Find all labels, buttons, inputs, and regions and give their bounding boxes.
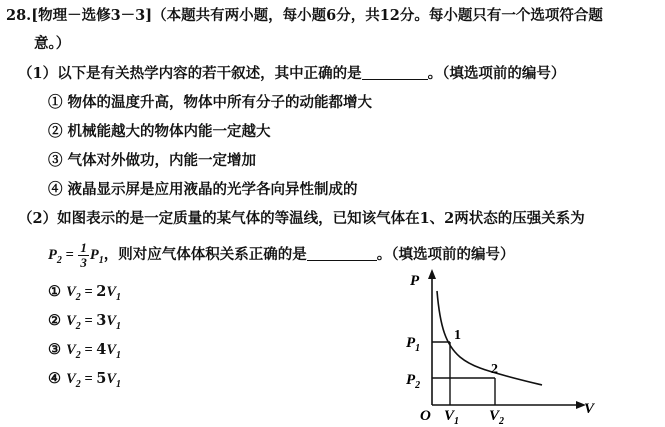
- state-2-label: 2: [491, 362, 498, 377]
- part2-line2-text: ，则对应气体体积关系正确的是: [103, 246, 307, 263]
- question-header-text: [物理－选修3－3]（本题共有两小题，每小题6分，共12分。每小题只有一个选项符合题: [31, 7, 603, 24]
- fraction-one-third: $\frac{1}{3}$: [80, 240, 87, 271]
- question-header: [6, 6, 603, 26]
- question-number: 28.: [6, 7, 32, 24]
- part1-answer-blank[interactable]: [362, 65, 428, 80]
- isotherm-curve: [437, 291, 542, 385]
- part2-option-4-coef: 5: [96, 370, 107, 387]
- part2-option-3: ③ $V_2 = 4V_1$: [48, 341, 122, 361]
- p1-label: $P_1$: [406, 335, 421, 354]
- v-axis-label: V: [584, 401, 595, 417]
- p2-label: $P_2$: [406, 372, 421, 391]
- part2-option-4-num: ④: [48, 370, 61, 387]
- part1-option-1: ① 物体的温度升高，物体中所有分子的动能都增大: [48, 94, 373, 111]
- p-axis-label: P: [410, 273, 420, 289]
- part2-option-4: ④ $V_2 = 5V_1$: [48, 370, 122, 390]
- part1-option-3: ③ 气体对外做功，内能一定增加: [48, 152, 257, 169]
- part2-option-3-coef: 4: [96, 341, 107, 358]
- part2-option-2-num: ②: [48, 312, 61, 329]
- part1-prefix: （1）以下是有关热学内容的若干叙述，其中正确的是: [18, 65, 362, 82]
- part2-option-2: ② $V_2 = 3V_1$: [48, 312, 122, 332]
- question-header-continuation: 意。）: [34, 35, 71, 52]
- pressure-relation: $P_2$ = $\frac{1}{3}$ $P_1$: [48, 240, 104, 271]
- part1-suffix: 。（填选项前的编号）: [427, 65, 566, 82]
- v1-label: $V_1$: [444, 408, 460, 427]
- part2-option-1: ① $V_2 = 2V_1$: [48, 283, 122, 303]
- part2-answer-blank[interactable]: [307, 246, 377, 261]
- part2-option-1-num: ①: [48, 283, 61, 300]
- part1-option-4: ④ 液晶显示屏是应用液晶的光学各向异性制成的: [48, 181, 358, 198]
- state-1-label: 1: [454, 328, 461, 343]
- part2-option-2-coef: 3: [96, 312, 107, 329]
- part2-line2-end: 。（填选项前的编号）: [376, 246, 515, 263]
- origin-label: O: [420, 408, 431, 424]
- p-axis-arrow: [428, 269, 436, 279]
- part1-option-2: ② 机械能越大的物体内能一定越大: [48, 123, 271, 140]
- part1-prompt: [18, 64, 565, 84]
- isotherm-graph: [400, 267, 600, 427]
- part2-option-1-coef: 2: [96, 283, 107, 300]
- v2-label: $V_2$: [489, 408, 505, 427]
- part2-line1: （2）如图表示的是一定质量的某气体的等温线，已知该气体在1、2两状态的压强关系为: [18, 210, 585, 227]
- part2-option-3-num: ③: [48, 341, 61, 358]
